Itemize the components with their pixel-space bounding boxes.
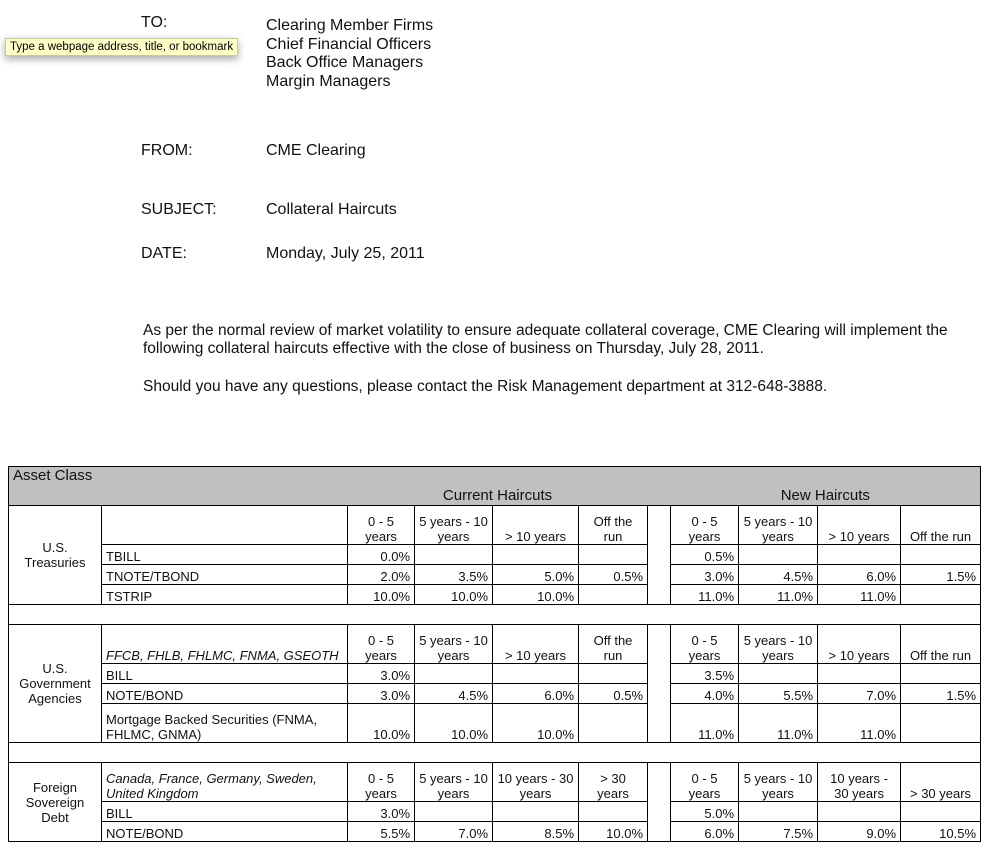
current-haircut-value xyxy=(579,545,648,565)
column-header-new: Off the run xyxy=(901,506,981,545)
current-haircut-value xyxy=(493,802,579,822)
gap-cell xyxy=(648,763,671,842)
current-haircut-value: 3.5% xyxy=(415,565,493,585)
new-haircut-value: 1.5% xyxy=(901,684,981,704)
current-haircut-value xyxy=(415,664,493,684)
column-header-current: 5 years - 10 years xyxy=(415,625,493,664)
column-header-new: Off the run xyxy=(901,625,981,664)
current-haircut-value: 3.0% xyxy=(348,684,415,704)
current-haircut-value: 0.5% xyxy=(579,684,648,704)
column-header-current: 0 - 5 years xyxy=(348,625,415,664)
current-haircut-value: 0.0% xyxy=(348,545,415,565)
asset-class-header: Asset Class xyxy=(9,467,348,506)
new-haircut-value: 11.0% xyxy=(671,585,739,605)
new-haircut-value: 11.0% xyxy=(818,585,901,605)
gap-cell xyxy=(648,506,671,605)
instrument-name: BILL xyxy=(102,664,348,684)
current-haircut-value xyxy=(579,664,648,684)
table-row xyxy=(9,565,981,585)
current-haircut-value: 3.0% xyxy=(348,802,415,822)
current-haircut-value: 10.0% xyxy=(415,585,493,605)
current-haircut-value: 0.5% xyxy=(579,565,648,585)
spacer-cell xyxy=(9,605,981,625)
current-haircut-value: 8.5% xyxy=(493,822,579,842)
current-haircut-value: 10.0% xyxy=(579,822,648,842)
new-haircut-value xyxy=(818,664,901,684)
instrument-name: NOTE/BOND xyxy=(102,822,348,842)
recipient: Clearing Member Firms xyxy=(266,17,434,34)
current-haircut-value xyxy=(493,664,579,684)
spacer-cell xyxy=(9,743,981,763)
current-haircut-value: 10.0% xyxy=(493,704,579,743)
gap-cell xyxy=(648,625,671,743)
new-haircut-value: 5.0% xyxy=(671,802,739,822)
current-haircut-value: 5.5% xyxy=(348,822,415,842)
new-haircut-value: 10.5% xyxy=(901,822,981,842)
current-haircut-value: 3.0% xyxy=(348,664,415,684)
new-haircut-value: 7.5% xyxy=(739,822,818,842)
new-haircut-value: 3.0% xyxy=(671,565,739,585)
header-gap xyxy=(648,467,671,506)
new-haircut-value: 7.0% xyxy=(818,684,901,704)
instrument-name: Mortgage Backed Securities (FNMA, FHLMC, GNMA) xyxy=(102,704,348,743)
current-haircut-value: 5.0% xyxy=(493,565,579,585)
column-header-current: 0 - 5 years xyxy=(348,763,415,802)
table-row xyxy=(9,802,981,822)
new-haircut-value: 11.0% xyxy=(818,704,901,743)
column-header-current: Off the run xyxy=(579,506,648,545)
subject-value: Collateral Haircuts xyxy=(266,201,397,218)
column-header-new: > 10 years xyxy=(818,625,901,664)
new-haircut-value: 5.5% xyxy=(739,684,818,704)
section-header-row xyxy=(9,763,981,802)
column-header-current: 5 years - 10 years xyxy=(415,506,493,545)
instrument-name: TSTRIP xyxy=(102,585,348,605)
new-haircut-value xyxy=(901,664,981,684)
table-row xyxy=(9,585,981,605)
column-header-current: > 10 years xyxy=(493,625,579,664)
new-haircut-value xyxy=(901,802,981,822)
current-haircut-value: 4.5% xyxy=(415,684,493,704)
new-haircut-value xyxy=(901,585,981,605)
new-haircut-value xyxy=(818,802,901,822)
from-label: FROM: xyxy=(141,142,193,159)
body-paragraph-1: As per the normal review of market volatility to ensure adequate collateral coverage, CME Clearing will implement the following collateral haircuts effective with the close of business on Thursday, July 28, 2011. xyxy=(143,322,948,357)
column-header-new: 5 years - 10 years xyxy=(739,763,818,802)
instrument-name: BILL xyxy=(102,802,348,822)
current-haircut-value: 10.0% xyxy=(348,585,415,605)
column-header-current: 0 - 5 years xyxy=(348,506,415,545)
new-haircut-value: 0.5% xyxy=(671,545,739,565)
table-row xyxy=(9,704,981,743)
recipient: Chief Financial Officers xyxy=(266,35,432,53)
section-header-row xyxy=(9,506,981,545)
table-row xyxy=(9,684,981,704)
new-haircut-value: 11.0% xyxy=(739,704,818,743)
current-haircut-value: 2.0% xyxy=(348,565,415,585)
column-header-new: 0 - 5 years xyxy=(671,625,739,664)
instrument-name: NOTE/BOND xyxy=(102,684,348,704)
asset-class-cell: Foreign Sovereign Debt xyxy=(9,763,102,842)
current-haircut-value: 6.0% xyxy=(493,684,579,704)
new-haircut-value: 3.5% xyxy=(671,664,739,684)
column-header-current: 10 years - 30 years xyxy=(493,763,579,802)
from-value: CME Clearing xyxy=(266,142,366,159)
subject-label: SUBJECT: xyxy=(141,201,217,218)
new-haircuts-header: New Haircuts xyxy=(671,467,981,506)
new-haircut-value: 11.0% xyxy=(739,585,818,605)
new-haircut-value xyxy=(901,704,981,743)
new-haircut-value xyxy=(739,664,818,684)
section-spacer xyxy=(9,743,981,763)
column-header-new: 5 years - 10 years xyxy=(739,625,818,664)
new-haircut-value xyxy=(739,802,818,822)
column-header-new: 0 - 5 years xyxy=(671,506,739,545)
current-haircut-value: 10.0% xyxy=(348,704,415,743)
new-haircut-value xyxy=(901,545,981,565)
current-haircut-value xyxy=(579,802,648,822)
column-header-current: 5 years - 10 years xyxy=(415,763,493,802)
instrument-name: TNOTE/TBOND xyxy=(102,565,348,585)
section-description: Canada, France, Germany, Sweden, United Kingdom xyxy=(102,763,348,802)
current-haircut-value xyxy=(493,545,579,565)
table-row xyxy=(9,545,981,565)
column-header-current: > 10 years xyxy=(493,506,579,545)
body-paragraph-2: Should you have any questions, please contact the Risk Management department at 312-648-3888. xyxy=(143,378,828,395)
new-haircut-value: 11.0% xyxy=(671,704,739,743)
instrument-name: TBILL xyxy=(102,545,348,565)
current-haircut-value: 10.0% xyxy=(493,585,579,605)
current-haircut-value: 7.0% xyxy=(415,822,493,842)
recipient: Back Office Managers xyxy=(266,54,424,71)
column-header-current: > 30 years xyxy=(579,763,648,802)
column-header-new: 5 years - 10 years xyxy=(739,506,818,545)
asset-class-cell: U.S. Treasuries xyxy=(9,506,102,605)
section-description xyxy=(102,506,348,545)
new-haircut-value xyxy=(739,545,818,565)
column-header-new: 10 years - 30 years xyxy=(818,763,901,802)
recipients xyxy=(266,17,433,91)
current-haircut-value xyxy=(415,802,493,822)
column-header-new: > 30 years xyxy=(901,763,981,802)
current-haircut-value xyxy=(579,704,648,743)
new-haircut-value: 4.0% xyxy=(671,684,739,704)
table-row xyxy=(9,664,981,684)
to-label: TO: xyxy=(141,14,168,31)
new-haircut-value xyxy=(818,545,901,565)
address-bar-tooltip: Type a webpage address, title, or bookmark xyxy=(5,38,238,56)
section-header-row xyxy=(9,625,981,664)
column-header-new: > 10 years xyxy=(818,506,901,545)
new-haircut-value: 1.5% xyxy=(901,565,981,585)
current-haircut-value: 10.0% xyxy=(415,704,493,743)
column-header-current: Off the run xyxy=(579,625,648,664)
section-description: FFCB, FHLB, FHLMC, FNMA, GSEOTH xyxy=(102,625,348,664)
asset-class-cell: U.S. Government Agencies xyxy=(9,625,102,743)
section-spacer xyxy=(9,605,981,625)
table-header-row xyxy=(9,467,981,506)
table-row xyxy=(9,822,981,842)
date-value: Monday, July 25, 2011 xyxy=(266,245,425,262)
new-haircut-value: 4.5% xyxy=(739,565,818,585)
new-haircut-value: 6.0% xyxy=(671,822,739,842)
current-haircut-value xyxy=(415,545,493,565)
date-label: DATE: xyxy=(141,245,187,262)
recipient: Margin Managers xyxy=(266,72,391,90)
column-header-new: 0 - 5 years xyxy=(671,763,739,802)
current-haircut-value xyxy=(579,585,648,605)
haircut-table xyxy=(8,466,981,842)
current-haircuts-header: Current Haircuts xyxy=(348,467,648,506)
new-haircut-value: 9.0% xyxy=(818,822,901,842)
new-haircut-value: 6.0% xyxy=(818,565,901,585)
